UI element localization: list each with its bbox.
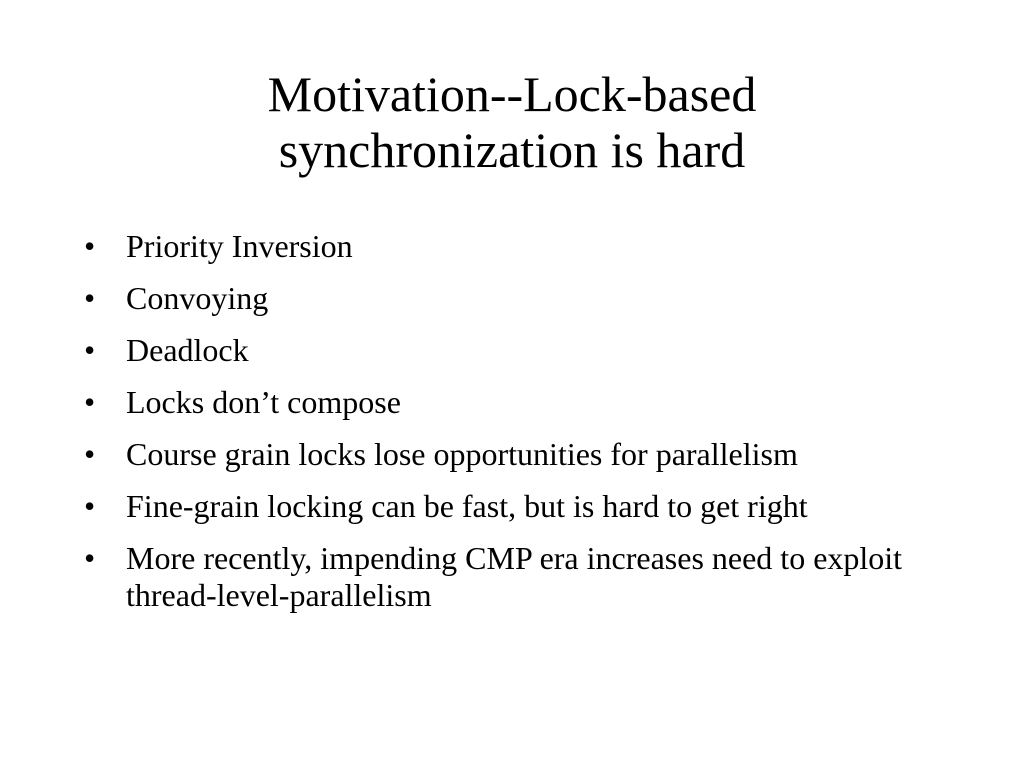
bullet-text: Priority Inversion [126,228,353,264]
bullet-dot-icon: • [84,488,96,524]
slide-title [0,66,1024,178]
bullet-item-priority-inversion [84,228,954,265]
bullet-dot-icon: • [84,280,96,316]
bullet-dot-icon: • [84,384,96,420]
bullet-dot-icon: • [84,332,96,368]
bullet-dot-icon: • [84,436,96,472]
bullet-item-deadlock [84,332,954,369]
slide-title-line-2: synchronization is hard [278,122,746,178]
bullet-item-locks-dont-compose [84,384,954,421]
bullet-item-fine-grain-locking [84,488,954,525]
bullet-text: Fine-grain locking can be fast, but is hard to get right [126,488,808,524]
bullet-text: Deadlock [126,332,249,368]
bullet-item-convoying [84,280,954,317]
bullet-item-cmp-era [84,540,954,614]
bullet-text: Convoying [126,280,269,316]
bullet-text: Locks don’t compose [126,384,401,420]
bullet-item-course-grain-locks [84,436,954,473]
bullet-text: Course grain locks lose opportunities for parallelism [126,436,798,472]
bullet-list [84,228,954,629]
bullet-dot-icon: • [84,540,96,576]
bullet-dot-icon: • [84,228,96,264]
slide-title-line-1: Motivation--Lock-based [267,66,757,122]
bullet-text: More recently, impending CMP era increases need to exploit thread-level-parallelism [126,540,903,613]
